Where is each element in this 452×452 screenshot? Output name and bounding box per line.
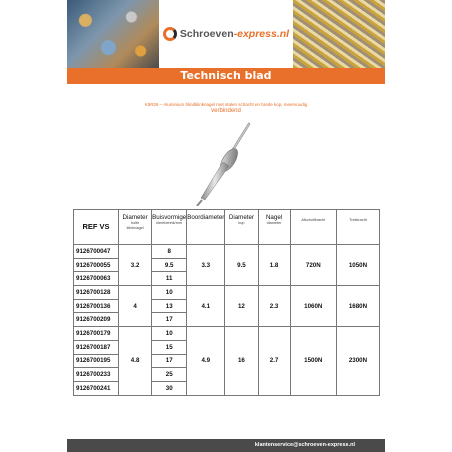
buis-cell: 8 [152,245,187,259]
buis-cell: 10 [152,286,187,300]
ref-cell: 9126700241 [74,381,119,395]
nagel-cell: 1.8 [258,245,290,286]
table-row [74,286,380,300]
buis-cell: 13 [152,299,187,313]
ref-cell: 9126700136 [74,299,119,313]
buis-cell: 10 [152,327,187,341]
col-nagel: Nagel diameter [258,210,290,245]
col-kop: Diameter kop [225,210,258,245]
ref-cell: 9126700195 [74,354,119,368]
logo-icon [163,27,177,41]
logo-text: Schroeven-express.nl [179,28,290,40]
rivet-image [177,116,267,206]
table-row [74,327,380,341]
nagel-cell: 2.7 [258,327,290,395]
header-banner [67,0,385,68]
kop-cell: 12 [225,286,258,327]
support-email-link[interactable]: klantenservice@schroeven-express.nl [254,442,355,448]
ref-cell: 9126700179 [74,327,119,341]
afschuif-cell: 1060N [290,286,336,327]
buis-cell: 11 [152,272,187,286]
ref-cell: 9126700187 [74,340,119,354]
col-trek: Trekkracht [336,210,379,245]
diameter-cell: 3.2 [119,245,152,286]
table-header-row [74,210,380,245]
col-ref: REF VS [74,210,119,245]
col-buis: Buisvormige klembereik/mm [152,210,187,245]
ref-cell: 9126700233 [74,368,119,382]
footer-bar [67,439,385,452]
kop-cell: 16 [225,327,258,395]
afschuif-cell: 720N [290,245,336,286]
ref-cell: 9126700209 [74,313,119,327]
ref-cell: 9126700047 [74,245,119,259]
datasheet-page [67,0,385,452]
buis-cell: 17 [152,313,187,327]
boor-cell: 3.3 [187,245,225,286]
ref-cell: 9126700055 [74,258,119,272]
afschuif-cell: 1500N [290,327,336,395]
nagel-cell: 2.3 [258,286,290,327]
page-title: Technisch blad [67,68,385,84]
boor-cell: 4.1 [187,286,225,327]
buis-cell: 15 [152,340,187,354]
diameter-cell: 4 [119,286,152,327]
table-row [74,245,380,259]
product-description: K5R26 – Aluminium blindklinknagel met stalen schacht en brede kop, meervoudig [144,102,308,107]
buis-cell: 17 [152,354,187,368]
ref-cell: 9126700063 [74,272,119,286]
diameter-cell: 4.8 [119,327,152,395]
brand-logo[interactable] [159,0,293,68]
screws-photo [293,0,385,68]
buis-cell: 9.5 [152,258,187,272]
ref-cell: 9126700128 [74,286,119,300]
col-afschuif: Afschuifkracht [290,210,336,245]
buis-cell: 25 [152,368,187,382]
trek-cell: 2300N [336,327,379,395]
kop-cell: 9.5 [225,245,258,286]
col-boor: Boordiameter [187,210,225,245]
tools-photo [67,0,159,68]
trek-cell: 1050N [336,245,379,286]
boor-cell: 4.9 [187,327,225,395]
trek-cell: 1680N [336,286,379,327]
spec-table [73,209,380,396]
col-diameter: Diameter holte klinknagel [119,210,152,245]
buis-cell: 30 [152,381,187,395]
product-description-line2: verbindend [211,108,241,114]
